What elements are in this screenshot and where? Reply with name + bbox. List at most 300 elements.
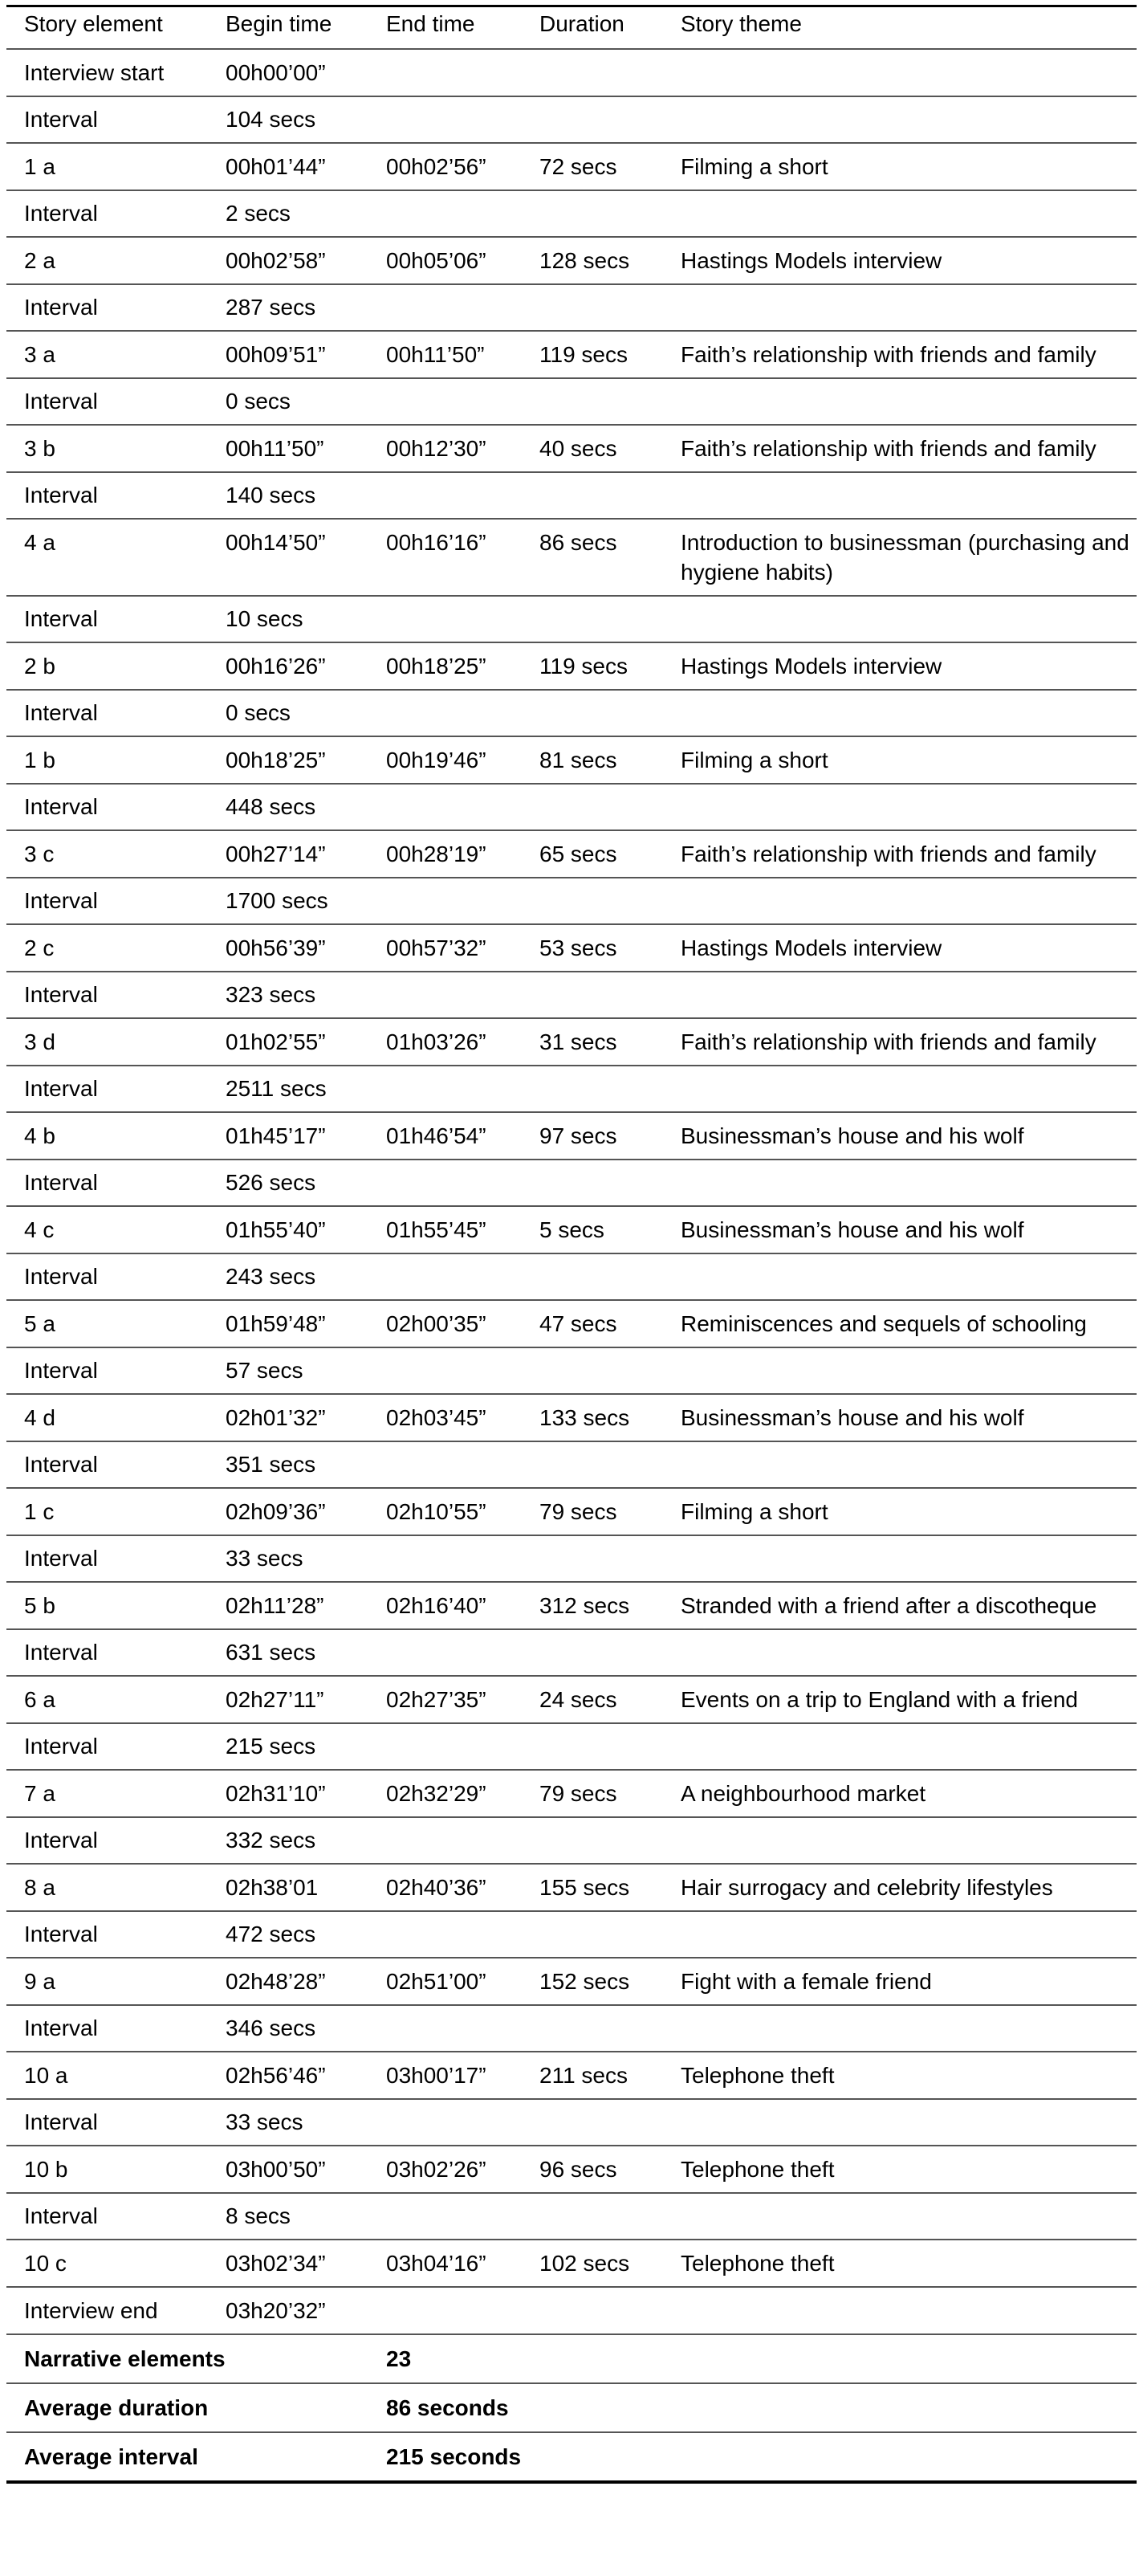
header-duration: Duration <box>522 6 663 50</box>
table-row <box>6 830 1137 878</box>
table-row <box>6 596 1137 642</box>
cell-begin-time: 02h09’36” <box>208 1488 368 1535</box>
cell-duration: 119 secs <box>522 642 663 690</box>
cell-begin-time: 631 secs <box>208 1629 368 1676</box>
cell-story-theme: Businessman’s house and his wolf <box>663 1394 1137 1441</box>
cell-story-element: Interval <box>6 1160 208 1206</box>
cell-end-time <box>368 284 522 331</box>
table-row <box>6 1817 1137 1864</box>
cell-begin-time: 00h00’00” <box>208 49 368 96</box>
cell-story-element: Interval <box>6 378 208 425</box>
table-row <box>6 1112 1137 1160</box>
cell-story-element: Interval <box>6 1911 208 1958</box>
cell-story-element: 9 a <box>6 1958 208 2005</box>
cell-story-element: Interval <box>6 596 208 642</box>
cell-story-theme <box>663 596 1137 642</box>
cell-end-time <box>368 378 522 425</box>
cell-story-element: 1 c <box>6 1488 208 1535</box>
cell-story-theme: Telephone theft <box>663 2146 1137 2193</box>
cell-story-element: 4 d <box>6 1394 208 1441</box>
table-row <box>6 331 1137 378</box>
cell-end-time <box>368 972 522 1018</box>
cell-begin-time: 243 secs <box>208 1253 368 1300</box>
cell-story-theme: Telephone theft <box>663 2240 1137 2287</box>
cell-begin-time: 02h11’28” <box>208 1582 368 1629</box>
cell-duration <box>522 596 663 642</box>
cell-end-time <box>368 1629 522 1676</box>
cell-story-element: 3 b <box>6 425 208 472</box>
cell-duration <box>522 878 663 924</box>
cell-story-theme <box>663 1441 1137 1488</box>
table-row <box>6 1066 1137 1112</box>
cell-story-theme <box>663 96 1137 143</box>
cell-duration <box>522 284 663 331</box>
cell-story-theme <box>663 878 1137 924</box>
table-row <box>6 49 1137 96</box>
cell-begin-time: 33 secs <box>208 1535 368 1582</box>
table-row <box>6 472 1137 519</box>
cell-duration <box>522 1066 663 1112</box>
cell-story-element: 3 c <box>6 830 208 878</box>
cell-duration <box>522 472 663 519</box>
table-row <box>6 2193 1137 2240</box>
cell-story-element: Interval <box>6 1817 208 1864</box>
cell-story-theme <box>663 190 1137 237</box>
cell-story-element: Interval <box>6 690 208 736</box>
cell-end-time: 01h55’45” <box>368 1206 522 1253</box>
table-row <box>6 1629 1137 1676</box>
cell-story-theme: Businessman’s house and his wolf <box>663 1112 1137 1160</box>
table-header <box>6 6 1137 50</box>
summary-value: 215 seconds <box>368 2432 1137 2482</box>
cell-end-time <box>368 49 522 96</box>
cell-end-time <box>368 1441 522 1488</box>
cell-begin-time: 8 secs <box>208 2193 368 2240</box>
cell-story-theme: Hastings Models interview <box>663 642 1137 690</box>
cell-end-time: 03h00’17” <box>368 2052 522 2099</box>
cell-begin-time: 00h27’14” <box>208 830 368 878</box>
cell-duration: 119 secs <box>522 331 663 378</box>
cell-story-theme <box>663 972 1137 1018</box>
table-row <box>6 2052 1137 2099</box>
cell-story-element: 6 a <box>6 1676 208 1723</box>
cell-end-time: 01h46’54” <box>368 1112 522 1160</box>
cell-duration <box>522 1253 663 1300</box>
cell-end-time: 01h03’26” <box>368 1018 522 1066</box>
cell-story-theme: Filming a short <box>663 736 1137 784</box>
cell-story-element: 10 c <box>6 2240 208 2287</box>
table-row <box>6 143 1137 190</box>
cell-story-theme <box>663 2099 1137 2146</box>
cell-duration <box>522 49 663 96</box>
cell-duration: 31 secs <box>522 1018 663 1066</box>
cell-story-element: 5 b <box>6 1582 208 1629</box>
cell-end-time: 00h19’46” <box>368 736 522 784</box>
summary-value: 86 seconds <box>368 2383 1137 2432</box>
table-row <box>6 190 1137 237</box>
table-row <box>6 1911 1137 1958</box>
cell-story-theme: Telephone theft <box>663 2052 1137 2099</box>
cell-begin-time: 00h56’39” <box>208 924 368 972</box>
cell-begin-time: 00h11’50” <box>208 425 368 472</box>
cell-end-time: 02h32’29” <box>368 1770 522 1817</box>
cell-begin-time: 01h02’55” <box>208 1018 368 1066</box>
cell-begin-time: 526 secs <box>208 1160 368 1206</box>
cell-end-time <box>368 190 522 237</box>
table-row <box>6 1206 1137 1253</box>
cell-story-theme: A neighbourhood market <box>663 1770 1137 1817</box>
cell-story-theme: Filming a short <box>663 143 1137 190</box>
cell-story-element: 4 b <box>6 1112 208 1160</box>
table-row <box>6 972 1137 1018</box>
cell-story-theme: Fight with a female friend <box>663 1958 1137 2005</box>
header-end-time: End time <box>368 6 522 50</box>
cell-begin-time: 02h27’11” <box>208 1676 368 1723</box>
table-row <box>6 237 1137 284</box>
cell-begin-time: 00h14’50” <box>208 519 368 596</box>
cell-end-time <box>368 1535 522 1582</box>
cell-story-element: Interval <box>6 1066 208 1112</box>
cell-story-theme: Businessman’s house and his wolf <box>663 1206 1137 1253</box>
summary-label: Narrative elements <box>6 2334 368 2383</box>
cell-begin-time: 00h02’58” <box>208 237 368 284</box>
cell-duration: 102 secs <box>522 2240 663 2287</box>
cell-story-theme: Events on a trip to England with a friend <box>663 1676 1137 1723</box>
cell-duration <box>522 1723 663 1770</box>
cell-begin-time: 332 secs <box>208 1817 368 1864</box>
cell-end-time <box>368 596 522 642</box>
cell-end-time: 00h16’16” <box>368 519 522 596</box>
cell-end-time: 03h02’26” <box>368 2146 522 2193</box>
cell-begin-time: 2 secs <box>208 190 368 237</box>
cell-duration: 5 secs <box>522 1206 663 1253</box>
cell-end-time <box>368 2005 522 2052</box>
cell-duration: 81 secs <box>522 736 663 784</box>
cell-end-time <box>368 1253 522 1300</box>
cell-story-theme <box>663 1253 1137 1300</box>
table-row <box>6 1300 1137 1347</box>
cell-begin-time: 346 secs <box>208 2005 368 2052</box>
cell-end-time: 03h04’16” <box>368 2240 522 2287</box>
cell-end-time <box>368 1160 522 1206</box>
table-body <box>6 49 1137 2334</box>
cell-story-theme <box>663 378 1137 425</box>
cell-story-element: 10 b <box>6 2146 208 2193</box>
summary-value: 23 <box>368 2334 1137 2383</box>
table-row <box>6 96 1137 143</box>
cell-end-time: 02h16’40” <box>368 1582 522 1629</box>
cell-begin-time: 02h38’01 <box>208 1864 368 1911</box>
cell-story-theme <box>663 284 1137 331</box>
table-row <box>6 2287 1137 2334</box>
table-row <box>6 2240 1137 2287</box>
table-row <box>6 1535 1137 1582</box>
cell-story-element: 2 c <box>6 924 208 972</box>
cell-begin-time: 01h59’48” <box>208 1300 368 1347</box>
cell-end-time: 02h10’55” <box>368 1488 522 1535</box>
cell-story-element: 2 a <box>6 237 208 284</box>
cell-duration <box>522 1160 663 1206</box>
cell-story-theme <box>663 1535 1137 1582</box>
cell-duration: 53 secs <box>522 924 663 972</box>
summary-label: Average interval <box>6 2432 368 2482</box>
cell-duration: 155 secs <box>522 1864 663 1911</box>
cell-begin-time: 02h48’28” <box>208 1958 368 2005</box>
cell-duration <box>522 2005 663 2052</box>
header-story-element: Story element <box>6 6 208 50</box>
cell-story-theme <box>663 690 1137 736</box>
cell-end-time: 02h51’00” <box>368 1958 522 2005</box>
cell-duration: 79 secs <box>522 1488 663 1535</box>
cell-story-element: 3 d <box>6 1018 208 1066</box>
cell-end-time: 00h02’56” <box>368 143 522 190</box>
cell-story-element: 4 a <box>6 519 208 596</box>
cell-duration <box>522 784 663 830</box>
cell-end-time <box>368 2193 522 2240</box>
cell-end-time: 00h05’06” <box>368 237 522 284</box>
cell-duration: 152 secs <box>522 1958 663 2005</box>
cell-end-time <box>368 1723 522 1770</box>
cell-begin-time: 323 secs <box>208 972 368 1018</box>
cell-end-time <box>368 1911 522 1958</box>
table-row <box>6 1347 1137 1394</box>
cell-story-element: Interval <box>6 472 208 519</box>
table-row <box>6 1253 1137 1300</box>
cell-story-element: 4 c <box>6 1206 208 1253</box>
cell-duration <box>522 1817 663 1864</box>
cell-duration <box>522 1629 663 1676</box>
cell-duration: 65 secs <box>522 830 663 878</box>
cell-story-element: Interval <box>6 1723 208 1770</box>
table-row <box>6 1160 1137 1206</box>
cell-duration <box>522 690 663 736</box>
cell-end-time <box>368 472 522 519</box>
cell-begin-time: 472 secs <box>208 1911 368 1958</box>
cell-begin-time: 10 secs <box>208 596 368 642</box>
cell-duration: 47 secs <box>522 1300 663 1347</box>
cell-end-time <box>368 2099 522 2146</box>
story-elements-table <box>6 5 1137 2484</box>
cell-story-element: Interval <box>6 1253 208 1300</box>
cell-end-time: 00h57’32” <box>368 924 522 972</box>
cell-story-element: Interval <box>6 2099 208 2146</box>
cell-story-element: Interval <box>6 972 208 1018</box>
cell-begin-time: 02h01’32” <box>208 1394 368 1441</box>
cell-story-element: Interval <box>6 1347 208 1394</box>
cell-begin-time: 0 secs <box>208 690 368 736</box>
cell-begin-time: 00h01’44” <box>208 143 368 190</box>
table-row <box>6 2099 1137 2146</box>
table-row <box>6 736 1137 784</box>
cell-story-element: Interval <box>6 2193 208 2240</box>
cell-story-element: Interval <box>6 190 208 237</box>
cell-begin-time: 02h56’46” <box>208 2052 368 2099</box>
cell-end-time: 00h18’25” <box>368 642 522 690</box>
cell-duration <box>522 972 663 1018</box>
cell-duration <box>522 378 663 425</box>
cell-story-element: Interval <box>6 96 208 143</box>
cell-duration <box>522 1441 663 1488</box>
table-row <box>6 1018 1137 1066</box>
cell-duration <box>522 1535 663 1582</box>
cell-end-time: 00h11’50” <box>368 331 522 378</box>
cell-story-element: Interval <box>6 784 208 830</box>
table-summary <box>6 2334 1137 2482</box>
cell-duration <box>522 1347 663 1394</box>
cell-begin-time: 02h31’10” <box>208 1770 368 1817</box>
cell-story-theme <box>663 472 1137 519</box>
cell-begin-time: 57 secs <box>208 1347 368 1394</box>
cell-begin-time: 104 secs <box>208 96 368 143</box>
cell-story-theme: Hair surrogacy and celebrity lifestyles <box>663 1864 1137 1911</box>
cell-begin-time: 01h45’17” <box>208 1112 368 1160</box>
summary-row <box>6 2432 1137 2482</box>
cell-begin-time: 2511 secs <box>208 1066 368 1112</box>
cell-end-time <box>368 96 522 143</box>
cell-story-element: 1 a <box>6 143 208 190</box>
cell-end-time: 02h27’35” <box>368 1676 522 1723</box>
cell-story-theme <box>663 2287 1137 2334</box>
cell-end-time: 00h28’19” <box>368 830 522 878</box>
cell-end-time <box>368 878 522 924</box>
cell-end-time <box>368 784 522 830</box>
cell-story-theme: Faith’s relationship with friends and family <box>663 425 1137 472</box>
cell-end-time <box>368 1347 522 1394</box>
cell-duration: 86 secs <box>522 519 663 596</box>
cell-story-element: 8 a <box>6 1864 208 1911</box>
table-row <box>6 1394 1137 1441</box>
cell-story-theme <box>663 1723 1137 1770</box>
cell-story-theme: Faith’s relationship with friends and family <box>663 331 1137 378</box>
cell-story-theme <box>663 1911 1137 1958</box>
cell-story-theme: Stranded with a friend after a discotheque <box>663 1582 1137 1629</box>
cell-story-element: 10 a <box>6 2052 208 2099</box>
cell-end-time <box>368 1066 522 1112</box>
cell-begin-time: 0 secs <box>208 378 368 425</box>
cell-duration <box>522 2099 663 2146</box>
cell-end-time <box>368 690 522 736</box>
cell-story-element: Interval <box>6 1441 208 1488</box>
cell-duration <box>522 1911 663 1958</box>
table-row <box>6 1676 1137 1723</box>
cell-story-element: Interval <box>6 1535 208 1582</box>
cell-duration: 96 secs <box>522 2146 663 2193</box>
cell-story-element: 2 b <box>6 642 208 690</box>
table-row <box>6 1488 1137 1535</box>
cell-begin-time: 33 secs <box>208 2099 368 2146</box>
cell-duration: 40 secs <box>522 425 663 472</box>
cell-end-time <box>368 2287 522 2334</box>
table-row <box>6 425 1137 472</box>
cell-duration <box>522 2193 663 2240</box>
cell-story-element: Interview end <box>6 2287 208 2334</box>
cell-begin-time: 351 secs <box>208 1441 368 1488</box>
cell-story-theme: Introduction to businessman (purchasing and hygiene habits) <box>663 519 1137 596</box>
table-row <box>6 519 1137 596</box>
cell-story-element: 5 a <box>6 1300 208 1347</box>
table-row <box>6 878 1137 924</box>
cell-story-theme <box>663 1160 1137 1206</box>
cell-begin-time: 03h02’34” <box>208 2240 368 2287</box>
cell-story-theme: Faith’s relationship with friends and family <box>663 830 1137 878</box>
cell-duration: 211 secs <box>522 2052 663 2099</box>
table-row <box>6 924 1137 972</box>
cell-duration: 133 secs <box>522 1394 663 1441</box>
cell-story-theme: Reminiscences and sequels of schooling <box>663 1300 1137 1347</box>
cell-story-element: Interval <box>6 2005 208 2052</box>
cell-duration <box>522 190 663 237</box>
cell-begin-time: 00h16’26” <box>208 642 368 690</box>
table-row <box>6 784 1137 830</box>
cell-begin-time: 287 secs <box>208 284 368 331</box>
cell-story-theme: Hastings Models interview <box>663 924 1137 972</box>
table-row <box>6 1770 1137 1817</box>
table-row <box>6 1958 1137 2005</box>
summary-label: Average duration <box>6 2383 368 2432</box>
cell-end-time: 02h00’35” <box>368 1300 522 1347</box>
table-row <box>6 642 1137 690</box>
cell-story-element: Interval <box>6 284 208 331</box>
cell-story-theme <box>663 1817 1137 1864</box>
cell-duration: 128 secs <box>522 237 663 284</box>
header-story-theme: Story theme <box>663 6 1137 50</box>
summary-row <box>6 2383 1137 2432</box>
cell-end-time: 02h40’36” <box>368 1864 522 1911</box>
header-row <box>6 6 1137 50</box>
header-begin-time: Begin time <box>208 6 368 50</box>
cell-story-theme <box>663 1347 1137 1394</box>
cell-begin-time: 1700 secs <box>208 878 368 924</box>
cell-duration: 312 secs <box>522 1582 663 1629</box>
cell-end-time <box>368 1817 522 1864</box>
cell-story-theme <box>663 784 1137 830</box>
cell-story-element: 7 a <box>6 1770 208 1817</box>
table-row <box>6 1582 1137 1629</box>
cell-duration: 79 secs <box>522 1770 663 1817</box>
table-row <box>6 284 1137 331</box>
cell-story-theme <box>663 2193 1137 2240</box>
cell-begin-time: 215 secs <box>208 1723 368 1770</box>
cell-story-element: 1 b <box>6 736 208 784</box>
cell-duration <box>522 96 663 143</box>
cell-duration: 97 secs <box>522 1112 663 1160</box>
cell-story-element: Interval <box>6 1629 208 1676</box>
cell-begin-time: 00h09’51” <box>208 331 368 378</box>
cell-story-element: Interval <box>6 878 208 924</box>
cell-begin-time: 448 secs <box>208 784 368 830</box>
cell-begin-time: 140 secs <box>208 472 368 519</box>
cell-story-theme: Hastings Models interview <box>663 237 1137 284</box>
cell-duration: 24 secs <box>522 1676 663 1723</box>
cell-begin-time: 03h20’32” <box>208 2287 368 2334</box>
cell-story-theme: Filming a short <box>663 1488 1137 1535</box>
cell-story-theme <box>663 1066 1137 1112</box>
table-row <box>6 378 1137 425</box>
cell-story-theme <box>663 2005 1137 2052</box>
summary-row <box>6 2334 1137 2383</box>
cell-story-theme: Faith’s relationship with friends and family <box>663 1018 1137 1066</box>
table-row <box>6 1723 1137 1770</box>
cell-duration: 72 secs <box>522 143 663 190</box>
cell-end-time: 02h03’45” <box>368 1394 522 1441</box>
table-row <box>6 1864 1137 1911</box>
cell-begin-time: 03h00’50” <box>208 2146 368 2193</box>
table-row <box>6 1441 1137 1488</box>
cell-story-theme <box>663 49 1137 96</box>
table-row <box>6 690 1137 736</box>
cell-duration <box>522 2287 663 2334</box>
cell-end-time: 00h12’30” <box>368 425 522 472</box>
